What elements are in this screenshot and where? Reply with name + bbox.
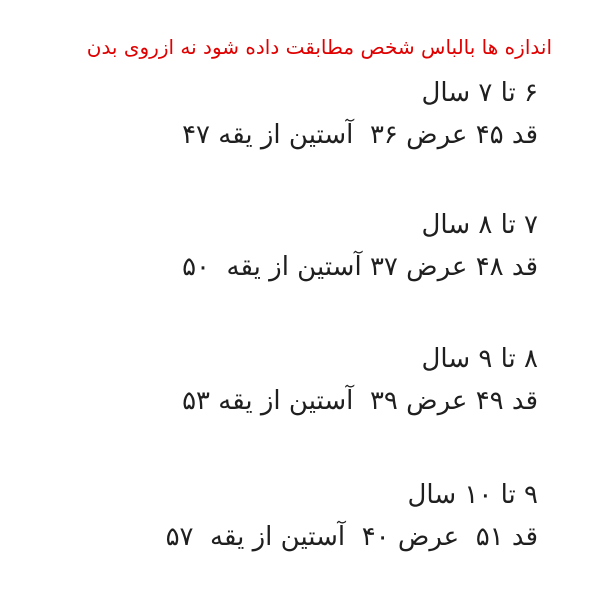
age-range-label: ۶ تا ۷ سال [421,78,538,108]
size-block-8-9 [38,340,538,420]
size-block-6-7 [38,74,538,154]
size-note: اندازه ها بالباس شخص مطابقت داده شود نه ازروی بدن [86,35,552,59]
size-block-7-8 [38,206,538,286]
age-range-label: ۹ تا ۱۰ سال [407,480,538,510]
age-range-label: ۷ تا ۸ سال [421,210,538,240]
age-range-label: ۸ تا ۹ سال [421,344,538,374]
measurements-text: قد ۵۱ عرض ۴۰ آستین از یقه ۵۷ [165,522,538,552]
size-block-9-10 [38,476,538,556]
measurements-text: قد ۴۹ عرض ۳۹ آستین از یقه ۵۳ [182,386,538,416]
measurements-text: قد ۴۵ عرض ۳۶ آستین از یقه ۴۷ [182,120,538,150]
measurements-text: قد ۴۸ عرض ۳۷ آستین از یقه ۵۰ [182,252,538,282]
